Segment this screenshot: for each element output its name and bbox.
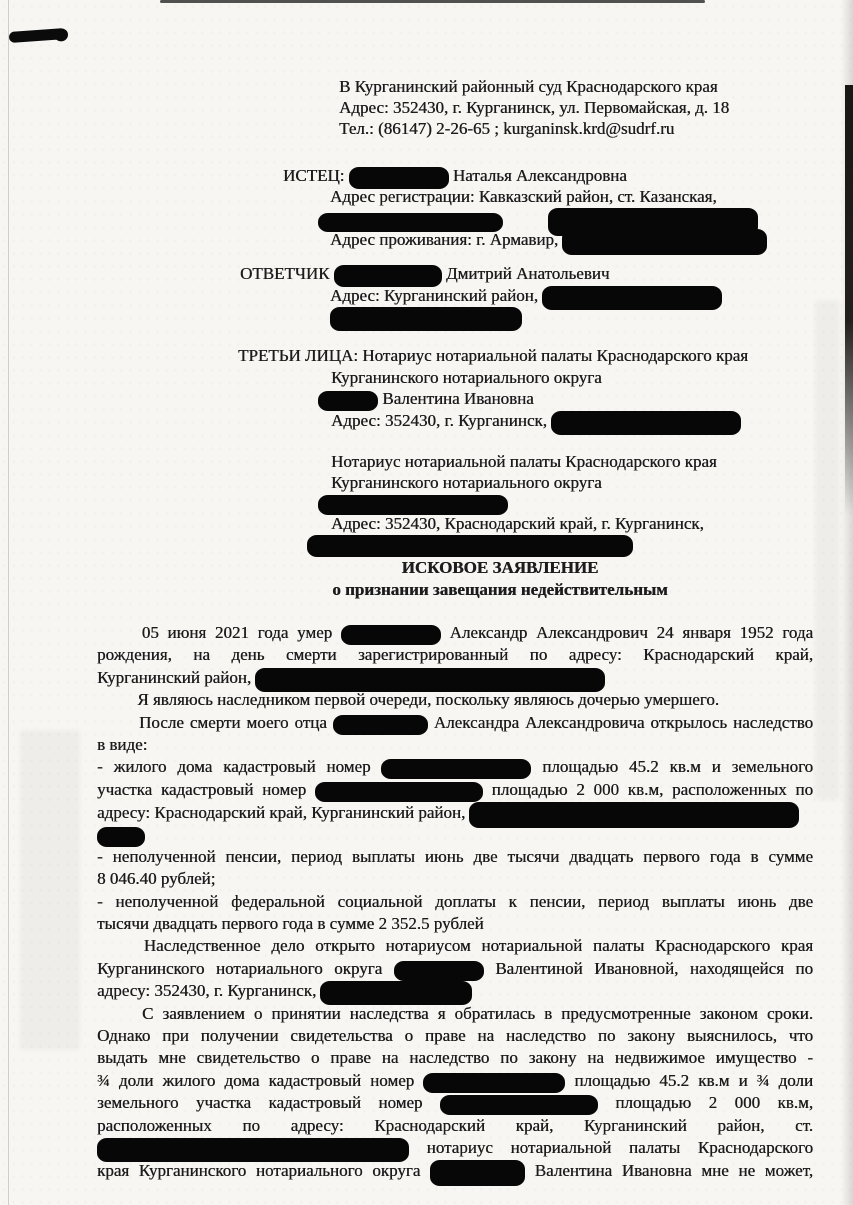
text-run: рождения, на день смерти зарегистрированный по адресу: Краснодарский край,: [97, 645, 813, 665]
text-run: площадью 2 000 кв.м, расположенных по: [491, 779, 814, 799]
redaction-bar: [562, 229, 767, 255]
text-line: [97, 667, 813, 689]
text-run: - неполученной федеральной социальной доплаты к пенсии, период выплаты июнь две: [97, 891, 813, 911]
text-run: Курганинского нотариального округа: [331, 472, 602, 492]
redaction-bar: [341, 625, 441, 645]
bleed-through-smudge: [20, 730, 80, 1050]
text-run: Адрес: 352430, г. Курганинск,: [331, 410, 547, 430]
text-line: [97, 935, 813, 957]
third-parties-block: [0, 345, 853, 431]
text-run: ОТВЕТЧИК: [240, 264, 330, 283]
text-line: [97, 734, 813, 756]
text-run: адресу: 352430, г. Курганинск,: [97, 981, 317, 1001]
text-line: [97, 1159, 813, 1181]
text-run: адресу: Краснодарский край, Курганинский район,: [97, 803, 466, 823]
plaintiff-block: [0, 166, 853, 248]
text-line: [97, 846, 813, 868]
redaction-bar: [97, 827, 145, 847]
text-run: Курганинского нотариального округа: [331, 367, 602, 387]
text-run: Я являюсь наследником первой очереди, поскольку являюсь дочерью умершего.: [137, 690, 719, 710]
pen-mark-artifact: [9, 28, 67, 43]
text-run: - жилого дома кадастровый номер: [97, 757, 371, 777]
text-line: [97, 712, 813, 734]
text-line: [97, 1070, 813, 1092]
text-run: Адрес: 352430, Краснодарский край, г. Курганинск,: [331, 513, 704, 533]
text-line: [307, 534, 853, 555]
text-run: После смерти моего отца: [139, 712, 327, 732]
text-line: [97, 1047, 813, 1069]
text-run: Валентиной Ивановной, находящейся по: [495, 958, 814, 978]
text-run: Адрес: Курганинский район,: [330, 285, 539, 305]
redaction-bar: [307, 535, 633, 557]
text-line: [97, 980, 813, 1002]
text-run: площадью 45.2 кв.м и ¾ доли: [574, 1070, 814, 1090]
text-line: [331, 452, 853, 473]
text-line: [240, 263, 853, 285]
text-run: ИСКОВОЕ ЗАЯВЛЕНИЕ: [401, 558, 599, 577]
text-line: [97, 868, 813, 890]
text-run: ИСТЕЦ:: [283, 166, 345, 185]
text-line: [331, 514, 853, 535]
text-line: [330, 187, 853, 208]
text-run: расположенных по адресу: Краснодарский край, Курганинский район, ст.: [97, 1115, 813, 1135]
text-line: [97, 779, 813, 801]
redaction-bar: [394, 961, 484, 981]
text-run: 8 046.40 рублей;: [97, 869, 216, 889]
text-line: [97, 913, 813, 935]
text-run: Александра Александровича открылось наследство: [433, 712, 814, 732]
text-run: 05 июня 2021 года умер: [141, 623, 333, 642]
text-run: Адрес: 352430, г. Курганинск, ул. Первомайская, д. 18: [339, 98, 730, 117]
text-line: [318, 388, 853, 410]
claim-title: [147, 557, 853, 601]
text-run: края Курганинского нотариального округа: [97, 1161, 421, 1181]
text-line: [97, 756, 813, 778]
text-line: [331, 473, 853, 494]
scan-edge-top: [160, 0, 705, 3]
text-line: [238, 345, 853, 367]
text-run: Курганинского нотариального округа: [97, 958, 383, 978]
redaction-bar: [551, 411, 741, 435]
text-line: [97, 1003, 813, 1025]
text-run: С заявлением о принятии наследства я обратилась в предусмотренные законом сроки.: [142, 1003, 813, 1023]
redaction-bar: [381, 759, 531, 779]
text-line: [147, 579, 853, 601]
text-run: - неполученной пенсии, период выплаты июнь две тысячи двадцать первого года в сумме: [97, 846, 813, 866]
redaction-bar: [318, 495, 508, 515]
text-run: Тел.: (86147) 2-26-65 ; kurganinsk.krd@sudrf.ru: [339, 119, 675, 138]
text-run: Дмитрий Анатольевич: [445, 264, 610, 283]
text-run: о признании завещания недействительным: [332, 580, 668, 599]
text-run: площадью 2 000 кв.м,: [615, 1093, 813, 1113]
text-line: [97, 1025, 813, 1047]
court-header: [339, 76, 819, 139]
text-line: [97, 644, 813, 666]
text-line: [97, 891, 813, 913]
text-run: Валентина Ивановна: [382, 389, 534, 408]
text-line: [330, 228, 853, 249]
text-run: В Курганинский районный суд Краснодарского края: [339, 77, 718, 96]
second-notary-block: [0, 452, 853, 555]
text-run: Александр Александрович 24 января 1952 года: [449, 623, 814, 642]
text-line: [331, 367, 853, 389]
text-run: Нотариус нотариальной палаты Краснодарского края: [331, 452, 717, 471]
text-run: участка кадастровый номер: [97, 779, 307, 799]
text-line: [331, 410, 853, 432]
text-line: [339, 97, 819, 118]
text-line: [283, 166, 853, 187]
text-run: площадью 45.2 кв.м и земельного: [542, 757, 814, 777]
text-run: ТРЕТЬИ ЛИЦА: Нотариус нотариальной палаты Краснодарского края: [238, 346, 748, 365]
redaction-bar: [333, 715, 428, 735]
text-line: [318, 207, 853, 228]
text-line: [97, 1115, 813, 1137]
text-line: [97, 1137, 813, 1159]
text-run: в виде:: [97, 734, 148, 754]
text-run: тысячи двадцать первого года в сумме 2 352.5 рублей: [97, 914, 484, 934]
text-line: [97, 958, 813, 980]
claim-body: [97, 622, 813, 1182]
text-line: [97, 1092, 813, 1114]
text-line: [339, 118, 819, 139]
text-line: [97, 801, 813, 823]
text-run: земельного участка кадастровый номер: [97, 1093, 423, 1113]
text-line: [97, 824, 813, 846]
text-run: Наталья Александровна: [452, 166, 627, 185]
text-run: Валентина Ивановна мне не может,: [534, 1161, 814, 1181]
text-line: [330, 306, 853, 328]
text-line: [147, 557, 853, 579]
text-line: [97, 689, 813, 711]
text-line: [330, 285, 853, 307]
text-run: Адрес проживания: г. Армавир,: [330, 229, 559, 249]
text-run: Наследственное дело открыто нотариусом нотариальной палаты Краснодарского края: [143, 936, 814, 956]
redaction-bar: [315, 782, 483, 802]
text-run: Курганинский район,: [97, 667, 252, 687]
text-run: ¾ доли жилого дома кадастровый номер: [97, 1070, 415, 1090]
text-line: [339, 76, 819, 97]
redaction-bar: [430, 1160, 525, 1186]
text-run: Однако при получении свидетельства о праве на наследство по закону выяснилось, что: [97, 1026, 813, 1046]
redaction-bar: [330, 307, 522, 331]
redaction-bar: [318, 391, 378, 411]
redaction-bar: [423, 1073, 565, 1093]
redaction-bar: [440, 1095, 598, 1115]
text-run: выдать мне свидетельство о праве на наследство по закону на недвижимое имущество -: [97, 1048, 813, 1068]
text-run: Адрес регистрации: Кавказский район, ст. Казанская,: [330, 186, 717, 206]
defendant-block: [0, 263, 853, 328]
text-run: нотариус нотариальной палаты Краснодарского: [426, 1137, 813, 1157]
text-line: [97, 622, 813, 644]
text-line: [318, 493, 853, 514]
